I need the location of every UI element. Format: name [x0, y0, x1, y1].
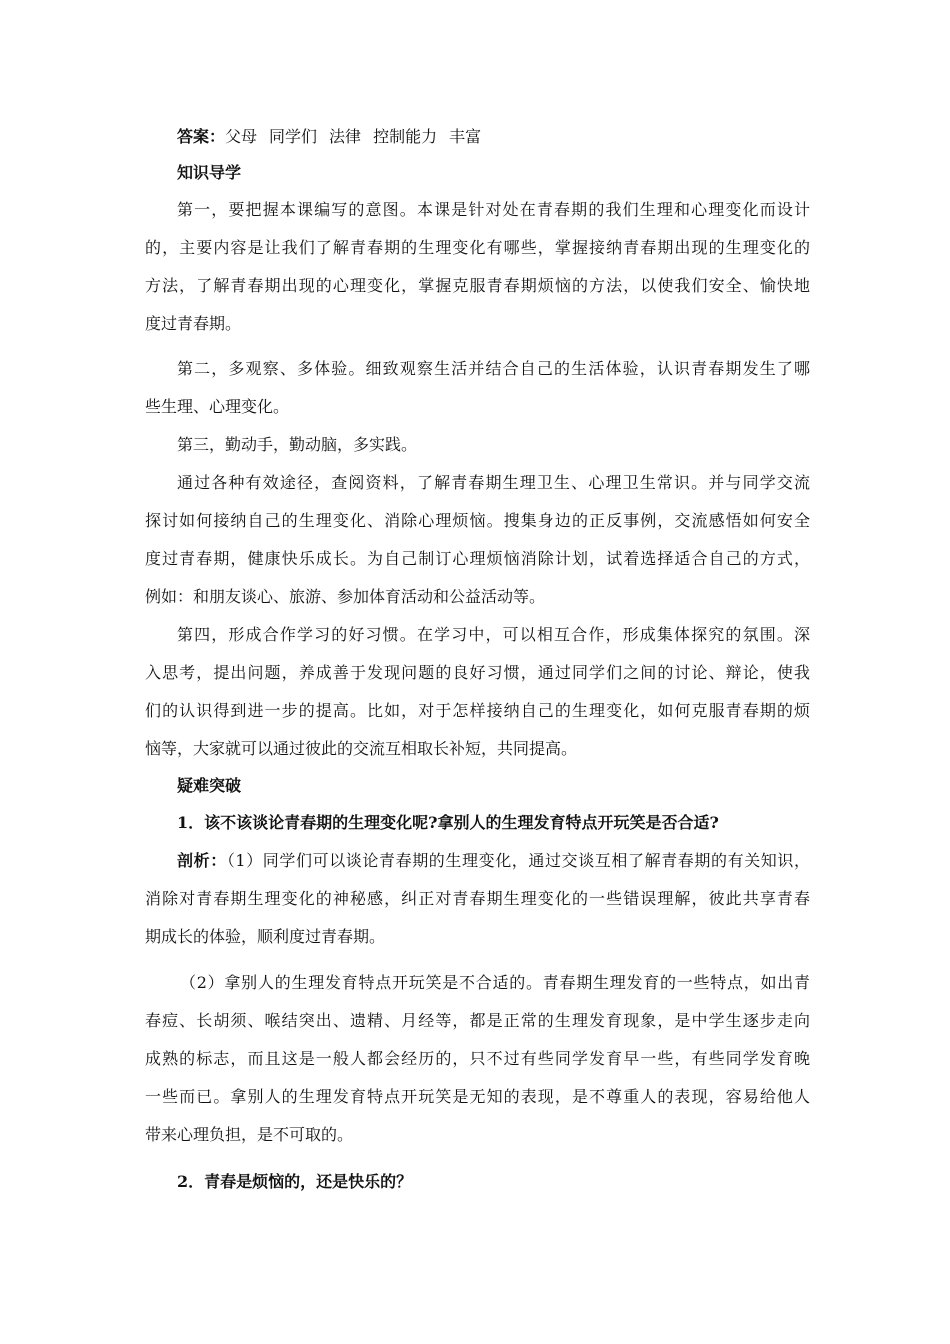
answer-item: 法律 — [329, 127, 362, 146]
section-heading-guide: 知识导学 — [177, 163, 242, 182]
paragraph-line: 例如：和朋友谈心、旅游、参加体育活动和公益活动等。 — [145, 587, 546, 606]
analysis-text: （1）同学们可以谈论青春期的生理变化，通过交谈互相了解青春期的有关知识， — [226, 851, 810, 870]
answer-item: 同学们 — [269, 127, 318, 146]
answer-item: 控制能力 — [373, 127, 438, 146]
paragraph-line: 方法，了解青春期出现的心理变化，掌握克服青春期烦恼的方法，以使我们安全、愉快地 — [145, 276, 810, 295]
paragraph-line: 第三，勤动手，勤动脑，多实践。 — [177, 435, 418, 454]
paragraph-line: 恼等，大家就可以通过彼此的交流互相取长补短，共同提高。 — [145, 739, 578, 758]
paragraph-line: 春痘、长胡须、喉结突出、遗精、月经等，都是正常的生理发育现象，是中学生逐步走向 — [145, 1011, 810, 1030]
question-1: 1．该不该谈论青春期的生理变化呢?拿别人的生理发育特点开玩笑是否合适? — [177, 813, 719, 832]
paragraph-line: 度过青春期。 — [145, 314, 242, 333]
paragraph-line: 第四，形成合作学习的好习惯。在学习中，可以相互合作，形成集体探究的氛围。深 — [177, 625, 810, 644]
paragraph-line: 成熟的标志，而且这是一般人都会经历的，只不过有些同学发育早一些，有些同学发育晚 — [145, 1049, 810, 1068]
answer-item: 丰富 — [449, 127, 482, 146]
paragraph-line: 消除对青春期生理变化的神秘感，纠正对青春期生理变化的一些错误理解，彼此共享青春 — [145, 889, 810, 908]
paragraph-line: 的，主要内容是让我们了解青春期的生理变化有哪些，掌握接纳青春期出现的生理变化的 — [145, 238, 810, 257]
paragraph-line: 期成长的体验，顺利度过青春期。 — [145, 927, 386, 946]
paragraph-line: 们的认识得到进一步的提高。比如，对于怎样接纳自己的生理变化，如何克服青春期的烦 — [145, 701, 810, 720]
section-heading-difficulty: 疑难突破 — [177, 776, 242, 795]
answer-line — [177, 127, 810, 149]
question-2: 2．青春是烦恼的，还是快乐的？ — [177, 1172, 413, 1191]
paragraph-line: 带来心理负担，是不可取的。 — [145, 1125, 354, 1144]
analysis-label: 剖析： — [177, 851, 227, 870]
paragraph-line: 一些而已。拿别人的生理发育特点开玩笑是无知的表现，是不尊重人的表现，容易给他人 — [145, 1087, 810, 1106]
answer-item: 父母 — [225, 127, 258, 146]
paragraph-line: 些生理、心理变化。 — [145, 397, 290, 416]
paragraph-line: 度过青春期，健康快乐成长。为自己制订心理烦恼消除计划，试着选择适合自己的方式， — [145, 549, 810, 568]
analysis-line — [177, 851, 810, 873]
paragraph-line: 第二，多观察、多体验。细致观察生活并结合自己的生活体验，认识青春期发生了哪 — [177, 359, 810, 378]
paragraph-line: （2）拿别人的生理发育特点开玩笑是不合适的。青春期生理发育的一些特点，如出青 — [180, 973, 810, 992]
paragraph-line: 入思考，提出问题，养成善于发现问题的良好习惯，通过同学们之间的讨论、辩论，使我 — [145, 663, 810, 682]
paragraph-line: 探讨如何接纳自己的生理变化、消除心理烦恼。搜集身边的正反事例，交流感悟如何安全 — [145, 511, 810, 530]
paragraph-line: 通过各种有效途径，查阅资料，了解青春期生理卫生、心理卫生常识。并与同学交流 — [177, 473, 810, 492]
paragraph-line: 第一，要把握本课编写的意图。本课是针对处在青春期的我们生理和心理变化而设计 — [177, 200, 810, 219]
answer-label: 答案： — [177, 127, 226, 146]
